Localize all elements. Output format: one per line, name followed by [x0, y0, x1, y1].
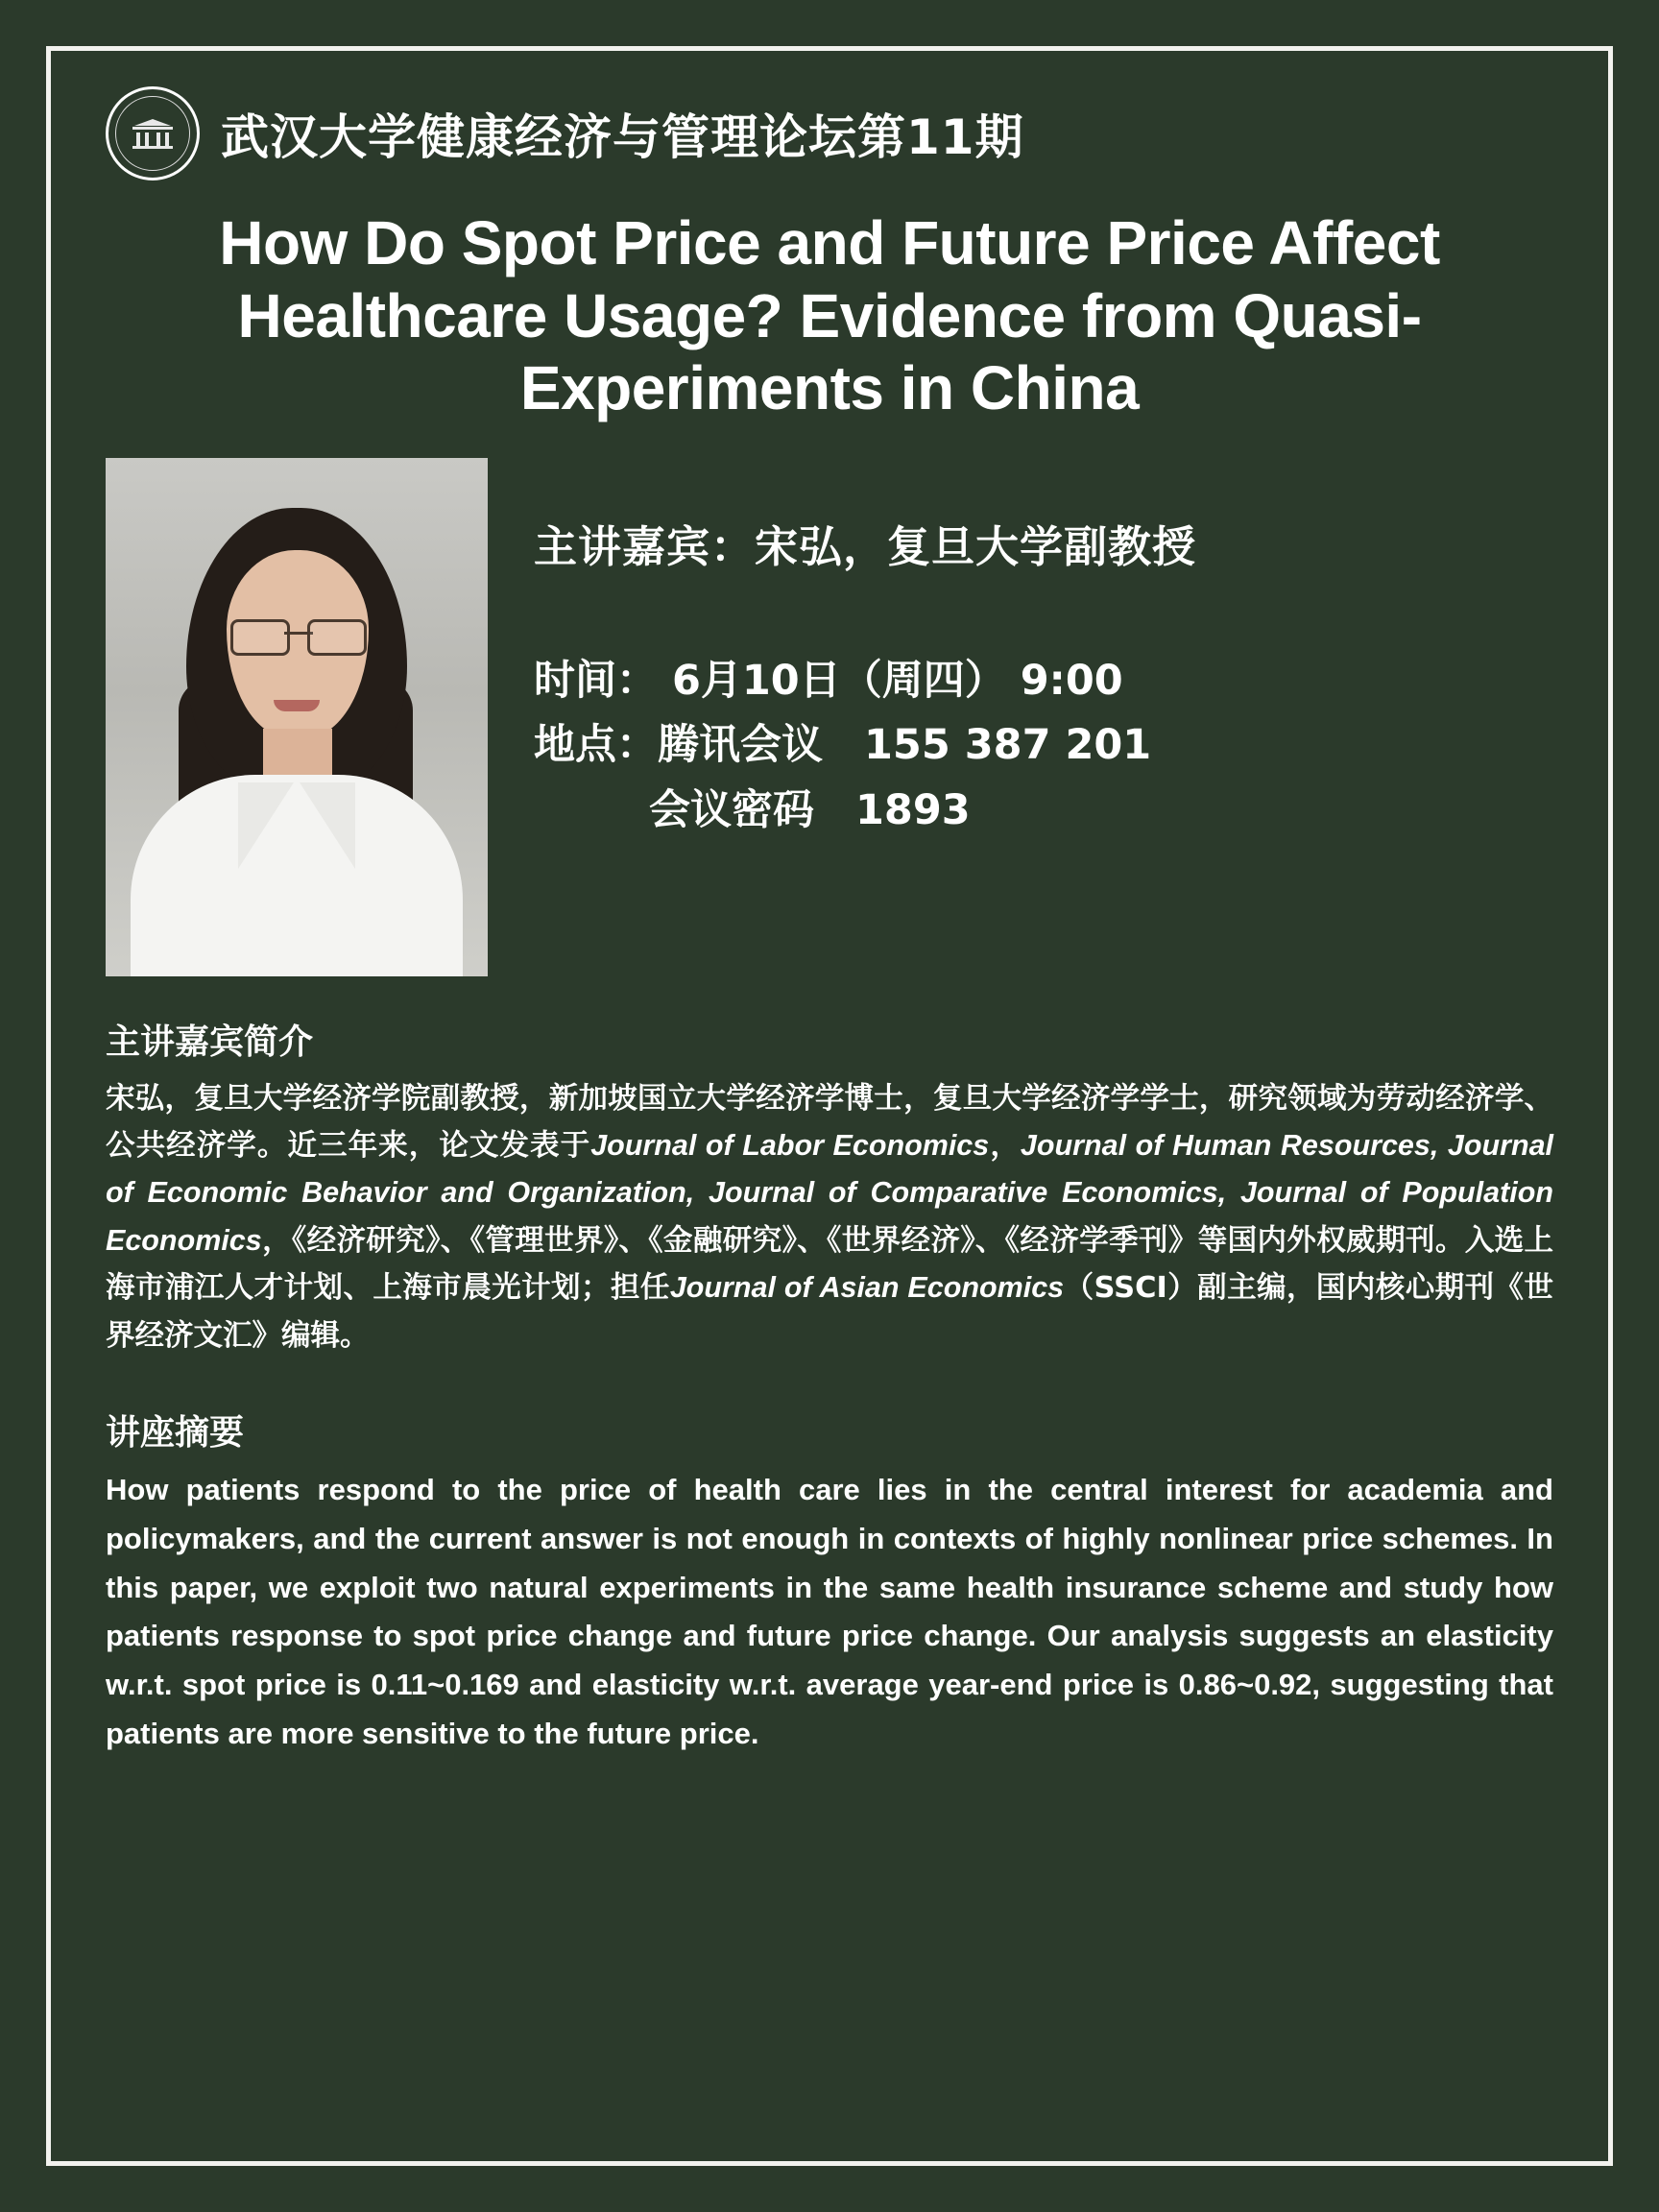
event-time: 时间： 6月10日（周四） 9:00 — [534, 656, 1123, 705]
portrait-mouth — [274, 700, 320, 711]
event-meta — [534, 649, 1553, 845]
page-title: How Do Spot Price and Future Price Affect Healthcare Usage? Evidence from Quasi-Experiments in China — [219, 208, 1440, 423]
portrait-collar-right — [300, 782, 355, 869]
event-place: 地点：腾讯会议 155 387 201 — [534, 721, 1152, 770]
event-passcode: 会议密码 1893 — [649, 786, 971, 835]
bio-section — [106, 1015, 1553, 1359]
bio-journal-1: Journal of Labor Economics — [590, 1128, 990, 1162]
poster-header — [106, 86, 1553, 180]
bio-text — [106, 1075, 1553, 1359]
abstract-section — [106, 1406, 1553, 1759]
bio-part-1: 宋弘，复旦大学经济学院副教授，新加坡国立大学经济学博士，复旦大学经济学学士，研究领域为劳动经济学、公共经济学。近三年来，论文发表于 — [106, 1081, 1553, 1163]
gate-glyph-icon — [131, 117, 175, 150]
speaker-details — [534, 458, 1553, 976]
speaker-name-line: 主讲嘉宾：宋弘，复旦大学副教授 — [534, 520, 1197, 572]
abstract-text: How patients respond to the price of health care lies in the central interest for academia and policymakers, and the current answer is not enough in contexts of highly nonlinear price schemes. In this paper, we exploit two natural experiments in the same health insurance scheme and study how patients response to spot price change and future price change. Our analysis suggests an elasticity w.r.t. spot price is 0.11~0.169 and elasticity w.r.t. average year-end price is 0.86~0.92, suggesting that patients are more sensitive to the future price. — [106, 1472, 1553, 1751]
forum-series-title: 武汉大学健康经济与管理论坛第11期 — [221, 109, 1024, 165]
abstract-heading: 讲座摘要 — [106, 1412, 245, 1453]
wuhan-university-crest-icon — [106, 86, 200, 180]
speaker-section — [106, 458, 1553, 976]
portrait-glasses — [230, 619, 367, 652]
bio-journal-3: Journal of Asian Economics — [669, 1271, 1065, 1305]
bio-part-3: ，《经济研究》、《管理世界》、《金融研究》、《世界经济》、《经济学季刊》等国内外权威期刊。入选上海市浦江人才计划、上海市晨光计划；担任 — [106, 1223, 1553, 1306]
poster-content — [106, 77, 1553, 2145]
portrait-lens-left — [230, 619, 290, 656]
bio-part-4: （SSCI）副主编，国内核心期刊《世界经济文汇》编辑。 — [106, 1271, 1553, 1353]
portrait-lens-right — [307, 619, 367, 656]
avatar — [106, 458, 488, 976]
bio-part-2: ， — [989, 1128, 1021, 1163]
portrait-collar-left — [238, 782, 294, 869]
portrait-shirt — [131, 775, 463, 976]
bio-journal-2: Journal of Human Resources, Journal of Economic Behavior and Organization, Journal of Comparative Economics, Journal of Population Economics — [106, 1128, 1554, 1257]
bio-heading: 主讲嘉宾简介 — [106, 1022, 314, 1062]
